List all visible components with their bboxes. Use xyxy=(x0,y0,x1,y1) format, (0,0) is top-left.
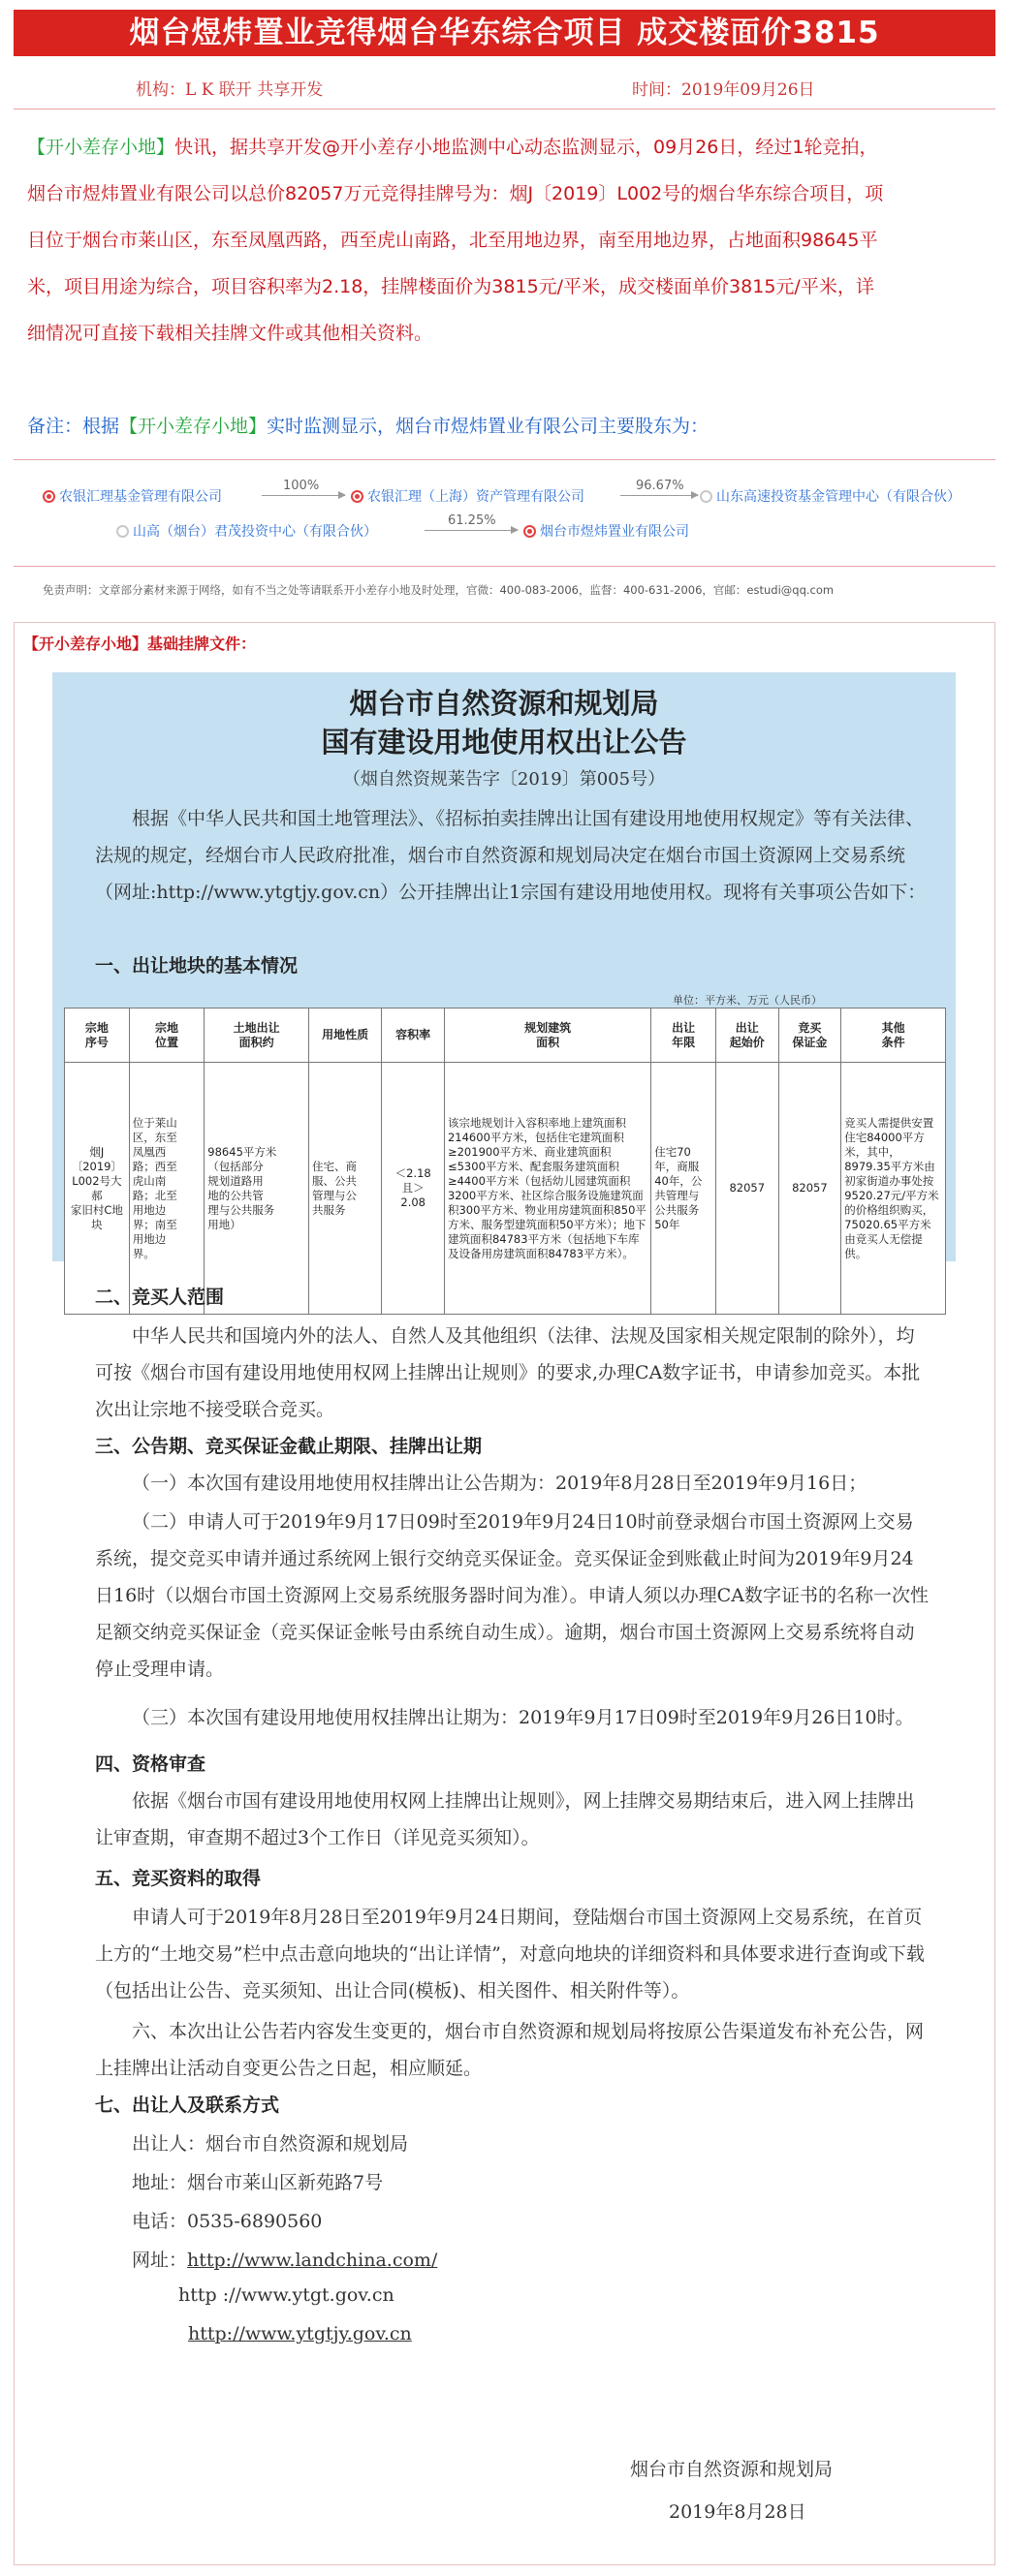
company-icon xyxy=(700,490,712,503)
section-heading: 四、资格审查 xyxy=(95,1754,206,1775)
notice-doc-number: （烟自然资规莱告字〔2019〕第005号） xyxy=(342,769,666,790)
arrow-icon xyxy=(425,530,518,531)
lead-line: 米，项目用途为综合，项目容积率为2.18，挂牌楼面价为3815元/平米，成交楼面单价3815元/平米，详 xyxy=(27,276,874,297)
time-label: 时间： xyxy=(632,80,681,100)
section-body: 六、本次出让公告若内容发生变更的，烟台市自然资源和规划局将按原公告渠道发布补充公告，网上挂牌出让活动自变更公告之日起，相应顺延。 xyxy=(95,2021,925,2079)
notice-document xyxy=(52,672,956,2561)
time-value: 2019年09月26日 xyxy=(681,80,815,100)
disclaimer: 免责声明：文章部分素材来源于网络，如有不当之处等请联系开小差存小地及时处理，官微：400-083-2006，监督：400-631-2006，官邮：estudi@qq.com xyxy=(43,583,835,597)
table-header: 出让 年限 xyxy=(651,1009,716,1063)
website-link[interactable]: http://www.ytgtjy.gov.cn xyxy=(188,2323,412,2344)
divider xyxy=(14,459,995,460)
table-cell: 住宅、商 服、公共 管理与公 共服务 xyxy=(308,1063,381,1315)
company-icon xyxy=(116,525,129,538)
shareholder-note xyxy=(27,407,987,446)
section-body: 依据《烟台市国有建设用地使用权网上挂牌出让规则》，网上挂牌交易期结束后，进入网上挂牌出让审查期，审查期不超过3个工作日（详见竞买须知）。 xyxy=(95,1790,915,1848)
share-percent: 96.67% xyxy=(636,479,684,493)
table-cell: 该宗地规划计入容积率地上建筑面积214600平方米，包括住宅建筑面积≥201900平方米、商业建筑面积≤5300平方米、配套服务建筑面积≥4400平方米（包括幼儿园建筑面积3200平方米、社区综合服务设施建筑面积300平方米、物业用房建筑面积850平方米、服务型建筑面积50平方米）；地下建筑面积84783平方米（包括地下车库及设备用房建筑面积84783平方米）。 xyxy=(444,1063,650,1315)
source-value: L K 联开 共享开发 xyxy=(185,80,324,100)
shareholder-node[interactable] xyxy=(43,486,222,506)
table-header: 竞买 保证金 xyxy=(778,1009,841,1063)
shareholder-name: 农银汇理（上海）资产管理有限公司 xyxy=(367,489,584,505)
table-cell: 98645平方米 （包括部分 规划道路用 地的公共管 理与公共服务 用地） xyxy=(205,1063,309,1315)
section-body: （三）本次国有建设用地使用权挂牌出让期为：2019年9月17日09时至2019年9月26日10时。 xyxy=(132,1707,914,1728)
table-cell: 位于莱山 区，东至 凤凰西 路；西至 虎山南 路；北至 用地边 界；南至 用地边 界。 xyxy=(129,1063,205,1315)
table-cell: 竞买人需提供安置住宅84000平方米，其中，8979.35平方米由初家街道办事处按9520.27元/平方米的价格组织购买，75020.65平方米由竞买人无偿提供。 xyxy=(841,1063,946,1315)
shareholder-name: 山东高速投资基金管理中心（有限合伙） xyxy=(716,489,961,505)
brand-tag[interactable]: 【开小差存小地】 xyxy=(27,137,175,158)
contact-address: 地址：烟台市莱山区新苑路7号 xyxy=(132,2172,384,2193)
company-icon xyxy=(523,525,536,538)
contact-web-label: 网址： xyxy=(132,2250,188,2271)
table-header: 宗地 位置 xyxy=(129,1009,205,1063)
share-percent: 100% xyxy=(283,479,320,493)
section-heading: 七、出让人及联系方式 xyxy=(95,2095,280,2116)
table-header: 规划建筑 面积 xyxy=(444,1009,650,1063)
contact-phone: 电话：0535-6890560 xyxy=(132,2211,323,2232)
share-percent: 61.25% xyxy=(448,513,496,528)
section-heading: 三、公告期、竞买保证金截止期限、挂牌出让期 xyxy=(95,1436,483,1457)
lead-line xyxy=(27,124,987,171)
lead-line: 目位于烟台市莱山区，东至凤凰西路，西至虎山南路，北至用地边界，南至用地边界，占地面积98645平 xyxy=(27,230,878,251)
table-cell: ＜2.18 且＞ 2.08 xyxy=(382,1063,445,1315)
shareholder-chain xyxy=(0,479,1009,546)
shareholder-node[interactable] xyxy=(523,521,689,541)
signature-date: 2019年8月28日 xyxy=(669,2501,806,2523)
note-text: 实时监测显示，烟台市煜炜置业有限公司主要股东为： xyxy=(267,416,709,437)
table-row xyxy=(65,1063,946,1315)
table-unit: 单位：平方米、万元（人民币） xyxy=(673,994,822,1007)
website-link[interactable]: http://www.landchina.com/ xyxy=(187,2250,438,2271)
section-body: 中华人民共和国境内外的法人、自然人及其他组织（法律、法规及国家相关规定限制的除外），均可按《烟台市国有建设用地使用权网上挂牌出让规则》的要求,办理CA数字证书，申请参加竞买。本批次出让宗地不接受联合竞买。 xyxy=(95,1325,921,1420)
arrow-icon xyxy=(262,495,345,496)
section-heading: 二、竞买人范围 xyxy=(95,1287,225,1308)
table-cell: 烟J 〔2019〕 L002号大郝 家旧村C地 块 xyxy=(65,1063,130,1315)
table-header: 出让 起始价 xyxy=(715,1009,778,1063)
attachment-label xyxy=(23,632,256,654)
land-parcel-table xyxy=(64,1008,946,1315)
note-prefix: 备注：根据 xyxy=(27,416,120,437)
shareholder-node[interactable] xyxy=(351,486,584,506)
table-header: 用地性质 xyxy=(308,1009,381,1063)
website-link[interactable]: http ://www.ytgt.gov.cn xyxy=(178,2284,394,2306)
source-line xyxy=(136,76,323,100)
table-cell: 82057 xyxy=(715,1063,778,1315)
section-body: （二）申请人可于2019年9月17日09时至2019年9月24日10时前登录烟台市国土资源网上交易系统，提交竞买申请并通过系统网上银行交纳竞买保证金。竞买保证金到账截止时间为2019年9月24日16时（以烟台市国土资源网上交易系统服务器时间为准）。申请人须以办理CA数字证书的名称一次性足额交纳竞买保证金（竞买保证金帐号由系统自动生成）。逾期，烟台市国土资源网上交易系统将自动停止受理申请。 xyxy=(95,1511,929,1680)
attachment-label-text: 基础挂牌文件： xyxy=(147,635,257,653)
table-header: 宗地 序号 xyxy=(65,1009,130,1063)
lead-line: 细情况可直接下载相关挂牌文件或其他相关资料。 xyxy=(27,323,433,344)
brand-tag[interactable]: 【开小差存小地】 xyxy=(119,416,268,437)
lead-paragraph xyxy=(27,124,987,357)
shareholder-node[interactable] xyxy=(116,521,377,541)
notice-title: 国有建设用地使用权出让公告 xyxy=(321,726,687,759)
divider xyxy=(14,566,995,567)
section-heading: 五、竞买资料的取得 xyxy=(95,1868,262,1889)
table-header-row xyxy=(65,1009,946,1063)
notice-issuer: 烟台市自然资源和规划局 xyxy=(349,687,659,720)
table-header: 土地出让 面积约 xyxy=(205,1009,309,1063)
section-heading: 一、出让地块的基本情况 xyxy=(95,955,299,977)
section-body: （一）本次国有建设用地使用权挂牌出让公告期为：2019年8月28日至2019年9月16日； xyxy=(132,1473,867,1494)
lead-line: 烟台市煜炜置业有限公司以总价82057万元竞得挂牌号为：烟J〔2019〕L002号的烟台华东综合项目，项 xyxy=(27,183,884,204)
table-cell: 82057 xyxy=(778,1063,841,1315)
section-body: 申请人可于2019年8月28日至2019年9月24日期间，登陆烟台市国土资源网上交易系统，在首页上方的“土地交易”栏中点击意向地块的“出让详情”，对意向地块的详细资料和具体要求进行查询或下载（包括出让公告、竞买须知、出让合同(模板)、相关图件、相关附件等）。 xyxy=(95,1907,925,2002)
time-line xyxy=(632,76,815,100)
company-icon xyxy=(351,490,363,503)
company-icon xyxy=(43,490,55,503)
shareholder-node[interactable] xyxy=(700,486,961,506)
lead-line-text: 快讯，据共享开发@开小差存小地监测中心动态监测显示，09月26日，经过1轮竞拍， xyxy=(174,137,878,158)
contact-issuer: 出让人：烟台市自然资源和规划局 xyxy=(132,2133,409,2155)
source-label: 机构： xyxy=(136,80,185,100)
article-title: 烟台煜炜置业竞得烟台华东综合项目 成交楼面价3815 xyxy=(14,10,995,56)
contact-web xyxy=(132,2246,437,2272)
arrow-icon xyxy=(620,495,698,496)
signature-org: 烟台市自然资源和规划局 xyxy=(630,2459,834,2480)
shareholder-name: 山高（烟台）君茂投资中心（有限合伙） xyxy=(133,524,377,540)
shareholder-name: 农银汇理基金管理有限公司 xyxy=(59,489,222,505)
brand-tag[interactable]: 【开小差存小地】 xyxy=(23,635,148,653)
shareholder-name: 烟台市煜炜置业有限公司 xyxy=(540,524,689,540)
table-cell: 住宅70 年，商服 40年，公 共管理与 公共服务 50年 xyxy=(651,1063,716,1315)
notice-intro: 根据《中华人民共和国土地管理法》、《招标拍卖挂牌出让国有建设用地使用权规定》等有关法律、法规的规定，经烟台市人民政府批准，烟台市自然资源和规划局决定在烟台市国土资源网上交易系统（网址:http://www.ytgtjy.gov.cn）公开挂牌出让1宗国有建设用地使用权。现将有关事项公告如下： xyxy=(95,808,927,903)
table-header: 其他 条件 xyxy=(841,1009,946,1063)
table-header: 容积率 xyxy=(382,1009,445,1063)
